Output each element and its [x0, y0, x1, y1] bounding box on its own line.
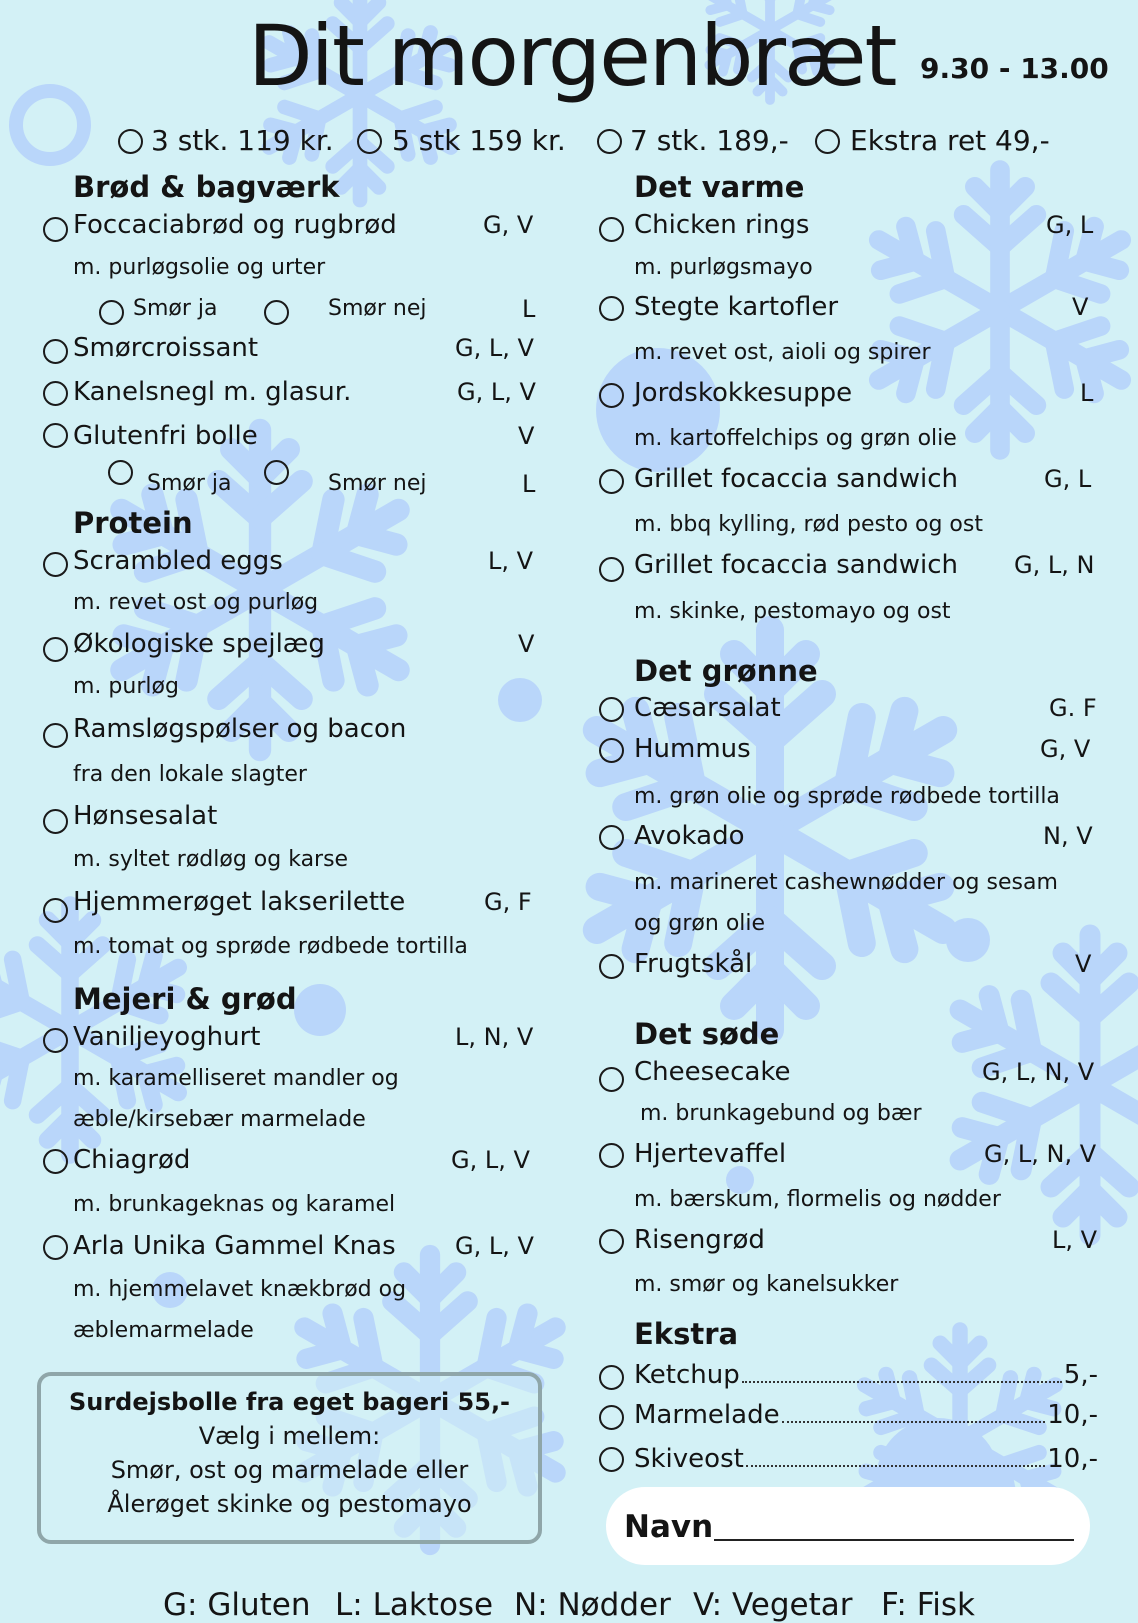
smor-ja-label: Smør ja [147, 471, 232, 496]
promo-title: Surdejsbolle fra eget bageri 55,- [68, 1388, 511, 1416]
item-description: m. brunkageknas og karamel [73, 1192, 396, 1217]
item-name: Ramsløgspølser og bacon [73, 714, 407, 744]
item-description: m. revet ost og purløg [73, 590, 319, 615]
item-name: Økologiske spejlæg [73, 629, 325, 659]
item-allergens: G, L, N [1014, 551, 1095, 579]
item-checkbox[interactable] [599, 296, 624, 321]
legend-gluten: G: Gluten [163, 1587, 311, 1623]
item-checkbox[interactable] [43, 1235, 68, 1260]
name-field-label: Navn [624, 1509, 714, 1545]
item-checkbox[interactable] [43, 339, 68, 364]
item-description: m. revet ost, aioli og spirer [634, 340, 931, 365]
item-checkbox[interactable] [599, 469, 624, 494]
item-name: Jordskokkesuppe [634, 378, 853, 408]
item-description: m. purløg [73, 674, 179, 699]
item-checkbox[interactable] [599, 697, 624, 722]
legend-laktose: L: Laktose [335, 1587, 494, 1623]
item-name: Hummus [634, 734, 751, 764]
item-description: m. bærskum, flormelis og nødder [634, 1187, 1001, 1212]
item-description: m. tomat og sprøde rødbede tortilla [73, 934, 468, 959]
extra-item-name: Skiveost [634, 1444, 744, 1474]
extra-checkbox[interactable] [599, 1447, 624, 1472]
item-name: Grillet focaccia sandwich [634, 464, 958, 494]
promo-line: Smør, ost og marmelade eller [110, 1456, 469, 1484]
item-allergens: G, V [1040, 735, 1091, 763]
item-allergens: G. F [1049, 694, 1097, 722]
item-checkbox[interactable] [599, 217, 624, 242]
item-allergens: L, V [1052, 1226, 1098, 1254]
smor-nej-radio[interactable] [264, 300, 289, 325]
section-heading-sode: Det søde [634, 1017, 780, 1051]
legend-nodder: N: Nødder [514, 1587, 671, 1623]
item-checkbox[interactable] [43, 217, 68, 242]
item-description: æble/kirsebær marmelade [73, 1107, 366, 1132]
item-name: Avokado [634, 821, 745, 851]
legend-fisk: F: Fisk [881, 1587, 976, 1623]
item-allergens: N, V [1043, 822, 1093, 850]
extra-item-name: Marmelade [634, 1400, 780, 1430]
section-heading-gronne: Det grønne [634, 654, 818, 688]
item-allergens: V [1072, 293, 1089, 321]
item-checkbox[interactable] [43, 637, 68, 662]
option-5-radio[interactable] [357, 129, 382, 154]
item-description: m. smør og kanelsukker [634, 1272, 899, 1297]
smor-nej-label: Smør nej [328, 471, 427, 496]
item-allergens: L, N, V [455, 1023, 534, 1051]
section-heading-brod: Brød & bagværk [73, 170, 340, 204]
item-name: Smørcroissant [73, 333, 259, 363]
item-description: m. syltet rødløg og karse [73, 847, 349, 872]
item-checkbox[interactable] [599, 1067, 624, 1092]
item-name: Arla Unika Gammel Knas [73, 1231, 396, 1261]
surdejsbolle-promo-box [37, 1372, 542, 1544]
item-allergens: L, V [488, 547, 534, 575]
extra-checkbox[interactable] [599, 1365, 624, 1390]
item-allergens: G, L [1046, 211, 1094, 239]
leader-dots [782, 1420, 1046, 1423]
item-allergens: G, L, N, V [982, 1058, 1095, 1086]
item-checkbox[interactable] [599, 383, 624, 408]
option-3-radio[interactable] [118, 129, 143, 154]
item-allergens: G, F [484, 888, 532, 916]
item-description: og grøn olie [634, 911, 766, 936]
leader-dots [742, 1380, 1062, 1383]
item-name: Chiagrød [73, 1145, 191, 1175]
item-allergens: L [1080, 379, 1094, 407]
promo-line: Ålerøget skinke og pestomayo [107, 1490, 472, 1518]
item-checkbox[interactable] [599, 738, 624, 763]
leader-dots [746, 1464, 1045, 1467]
opening-hours: 9.30 - 13.00 [920, 52, 1109, 85]
item-allergens: G, V [483, 211, 534, 239]
section-heading-mejeri: Mejeri & grød [73, 982, 297, 1016]
extra-item-marmelade [634, 1402, 1098, 1428]
item-checkbox[interactable] [43, 423, 68, 448]
extra-checkbox[interactable] [599, 1405, 624, 1430]
item-checkbox[interactable] [599, 825, 624, 850]
item-checkbox[interactable] [43, 1149, 68, 1174]
item-description: m. karamelliseret mandler og [73, 1066, 399, 1091]
item-name: Hjemmerøget lakserilette [73, 887, 406, 917]
item-checkbox[interactable] [43, 723, 68, 748]
item-allergens: V [518, 630, 535, 658]
item-name: Frugtskål [634, 949, 753, 979]
item-name: Foccaciabrød og rugbrød [73, 210, 397, 240]
item-name: Chicken rings [634, 210, 810, 240]
item-name: Vaniljeyoghurt [73, 1022, 261, 1052]
item-allergens: G, L, V [451, 1146, 530, 1174]
section-heading-varme: Det varme [634, 170, 805, 204]
option-5-label: 5 stk 159 kr. [392, 124, 566, 157]
smor-allergen: L [522, 295, 536, 323]
promo-line: Vælg i mellem: [198, 1422, 381, 1450]
item-description: m. purløgsolie og urter [73, 255, 326, 280]
option-extra-radio[interactable] [815, 129, 840, 154]
item-description: m. skinke, pestomayo og ost [634, 599, 951, 624]
name-input-line[interactable] [714, 1539, 1074, 1541]
section-heading-ekstra: Ekstra [634, 1317, 739, 1351]
item-allergens: G, L [1044, 465, 1092, 493]
item-name: Grillet focaccia sandwich [634, 550, 958, 580]
name-field[interactable] [606, 1487, 1090, 1565]
legend-vegetar: V: Vegetar [693, 1587, 853, 1623]
smor-ja-radio[interactable] [99, 300, 124, 325]
item-name: Cheesecake [634, 1057, 791, 1087]
smor-nej-label: Smør nej [328, 296, 427, 321]
item-name: Kanelsnegl m. glasur. [73, 377, 352, 407]
item-checkbox[interactable] [43, 809, 68, 834]
item-name: Hjertevaffel [634, 1139, 787, 1169]
item-description: m. brunkagebund og bær [640, 1101, 922, 1126]
item-name: Risengrød [634, 1225, 765, 1255]
extra-item-price: 5,- [1063, 1360, 1098, 1390]
extra-item-ketchup [634, 1362, 1098, 1388]
item-allergens: G, L, V [455, 1232, 534, 1260]
extra-item-price: 10,- [1047, 1400, 1098, 1430]
item-checkbox[interactable] [599, 1229, 624, 1254]
item-name: Cæsarsalat [634, 693, 781, 723]
extra-item-price: 10,- [1047, 1444, 1098, 1474]
item-checkbox[interactable] [43, 552, 68, 577]
item-description: m. hjemmelavet knækbrød og [73, 1277, 407, 1302]
option-3-label: 3 stk. 119 kr. [151, 124, 334, 157]
item-allergens: G, L, V [457, 378, 536, 406]
item-checkbox[interactable] [43, 898, 68, 923]
item-checkbox[interactable] [599, 954, 624, 979]
item-checkbox[interactable] [599, 557, 624, 582]
item-description: m. grøn olie og sprøde rødbede tortilla [634, 784, 1060, 809]
item-description: m. marineret cashewnødder og sesam [634, 870, 1058, 895]
option-7-label: 7 stk. 189,- [630, 124, 789, 157]
item-allergens: G, L, V [455, 334, 534, 362]
smor-ja-label: Smør ja [133, 296, 218, 321]
section-heading-protein: Protein [73, 506, 193, 540]
item-checkbox[interactable] [43, 381, 68, 406]
item-name: Hønsesalat [73, 801, 218, 831]
item-description: fra den lokale slagter [73, 762, 307, 787]
page-title: Dit morgenbræt [248, 7, 896, 105]
item-checkbox[interactable] [599, 1143, 624, 1168]
smor-nej-radio[interactable] [264, 460, 289, 485]
item-name: Stegte kartofler [634, 292, 839, 322]
item-checkbox[interactable] [43, 1028, 68, 1053]
extra-item-skiveost [634, 1446, 1098, 1472]
item-description: m. bbq kylling, rød pesto og ost [634, 512, 983, 537]
item-name: Glutenfri bolle [73, 421, 258, 451]
smor-ja-radio[interactable] [108, 460, 133, 485]
item-allergens: G, L, N, V [984, 1140, 1097, 1168]
item-description: m. purløgsmayo [634, 255, 813, 280]
option-7-radio[interactable] [597, 129, 622, 154]
item-allergens: V [518, 422, 535, 450]
option-extra-label: Ekstra ret 49,- [850, 124, 1050, 157]
item-description: m. kartoffelchips og grøn olie [634, 426, 957, 451]
extra-item-name: Ketchup [634, 1360, 740, 1390]
item-allergens: V [1075, 950, 1092, 978]
smor-allergen: L [522, 470, 536, 498]
item-name: Scrambled eggs [73, 546, 283, 576]
item-description: æblemarmelade [73, 1318, 254, 1343]
